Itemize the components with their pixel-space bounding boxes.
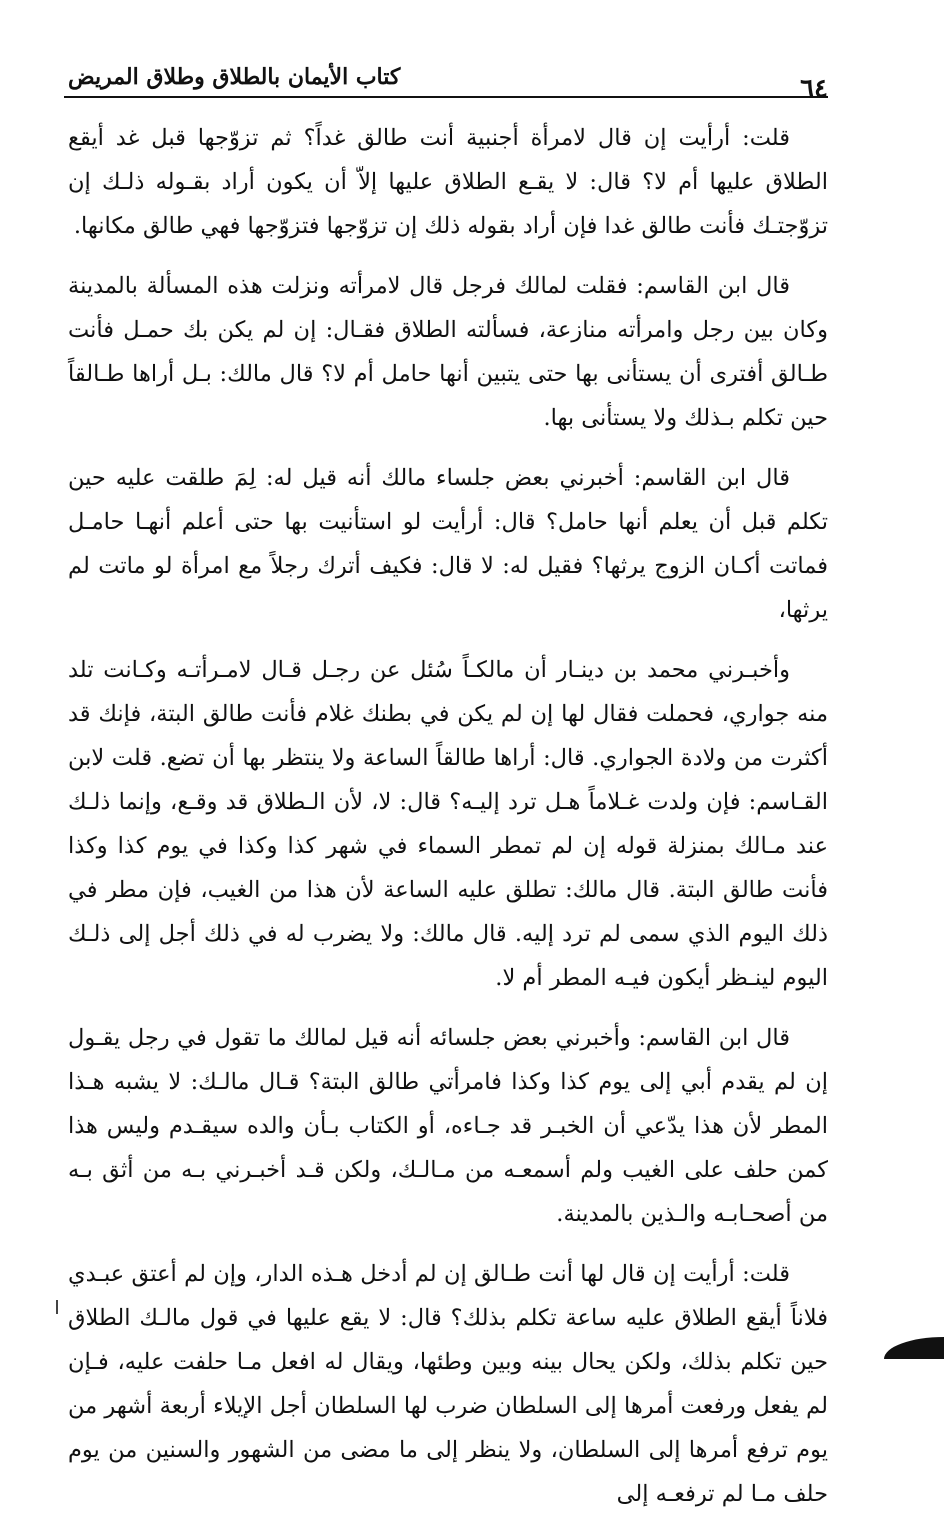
paragraph: قلت: أرأيت إن قال لامرأة أجنبية أنت طالق غداً؟ ثم تزوّجها قبل غد أيقع الطلاق عليها أم لا؟ قال: لا يقـع الطلاق عليها إلاّ أن يكون أراد بقـوله ذلـك إن تزوّجتـك فأنت طالق غدا فإن أراد بقوله ذلك إن تزوّجها فتزوّجها فهي طالق مكانها. (68, 125, 828, 239)
page-number: ٦٤ (800, 74, 828, 104)
body-text (68, 116, 828, 1532)
paragraph: وأخبـرني محمد بن دينـار أن مالكـاً سُئل عن رجـل قـال لامـرأتـه وكـانت تلد منه جواري، فحملت فقال لها إن لم يكن في بطنك غلام فأنت طالق البتة، فإنك قد أكثرت من ولادة الجواري. قال: أراها طالقاً الساعة ولا ينتظر بها أن تضع. قلت لابن القـاسم: فإن ولدت غـلاماً هـل ترد إليـه؟ قال: لا، لأن الـطلاق قد وقـع، وإنما ذلـك عند مـالك بمنزلة قوله إن لم تمطر السماء في شهر كذا وكذا في يوم كذا وكذا فأنت طالق البتة. قال مالك: تطلق عليه الساعة لأن هذا من الغيب، فإن مطر في ذلك اليوم الذي سمى لم ترد إليه. قال مالك: ولا يضرب له في ذلك أجل إلى ذلـك اليوم لينـظر أيكون فيـه المطر أم لا. (68, 657, 828, 991)
paragraph: قال ابن القاسم: أخبرني بعض جلساء مالك أنه قيل له: لِمَ طلقت عليه حين تكلم قبل أن يعلم أنها حامل؟ قال: أرأيت لو استأنيت بها حتى أعلم أنهـا حامـل فماتت أكـان الزوج يرثها؟ فقيل له: لا قال: فكيف أترك رجلاً مع امرأة لو ماتت لم يرثها، (68, 465, 828, 623)
paragraph: قال ابن القاسم: فقلت لمالك فرجل قال لامرأته ونزلت هذه المسألة بالمدينة وكان بين رجل وامرأته منازعة، فسألته الطلاق فقـال: إن لم يكن بك حمـل فأنت طـالق أفترى أن يستأنى بها حتى يتبين أنها حامل أم لا؟ قال مالك: بـل أراها طـالقاً حين تكلم بـذلك ولا يستأنى بها. (68, 273, 828, 431)
header-rule (64, 96, 828, 98)
scan-corner-artifact (884, 1337, 944, 1359)
paragraph: قال ابن القاسم: وأخبرني بعض جلسائه أنه قيل لمالك ما تقول في رجل يقـول إن لم يقدم أبي إلى يوم كذا وكذا فامرأتي طالق البتة؟ قـال مالـك: لا يشبه هـذا المطر لأن هذا يدّعي أن الخبـر قد جـاءه، أو الكتاب بـأن والده سيقـدم وليس هذا كمن حلف على الغيب ولم أسمعـه من مـالـك، ولكن قـد أخبـرني بـه من أثق بـه من أصحـابـه والـذين بالمدينة. (68, 1025, 828, 1227)
paragraph: قلت: أرأيت إن قال لها أنت طـالق إن لم أدخل هـذه الدار، وإن لم أعتق عبـدي فلاناً أيقع الطلاق عليه ساعة تكلم بذلك؟ قال: لا يقع عليها في قول مالـك الطلاق حين تكلم بذلك، ولكن يحال بينه وبين وطئها، ويقال له افعل مـا حلفت عليه، فـإن لم يفعل ورفعت أمرها إلى السلطان ضرب لها السلطان أجل الإيلاء أربعة أشهر من يوم ترفع أمرها إلى السلطان، ولا ينظر إلى ما مضى من الشهور والسنين من يوم حلف مـا لم ترفعـه إلى (68, 1261, 828, 1507)
running-title: كتاب الأيمان بالطلاق وطلاق المريض (68, 64, 401, 90)
scan-margin-mark (56, 1300, 58, 1314)
